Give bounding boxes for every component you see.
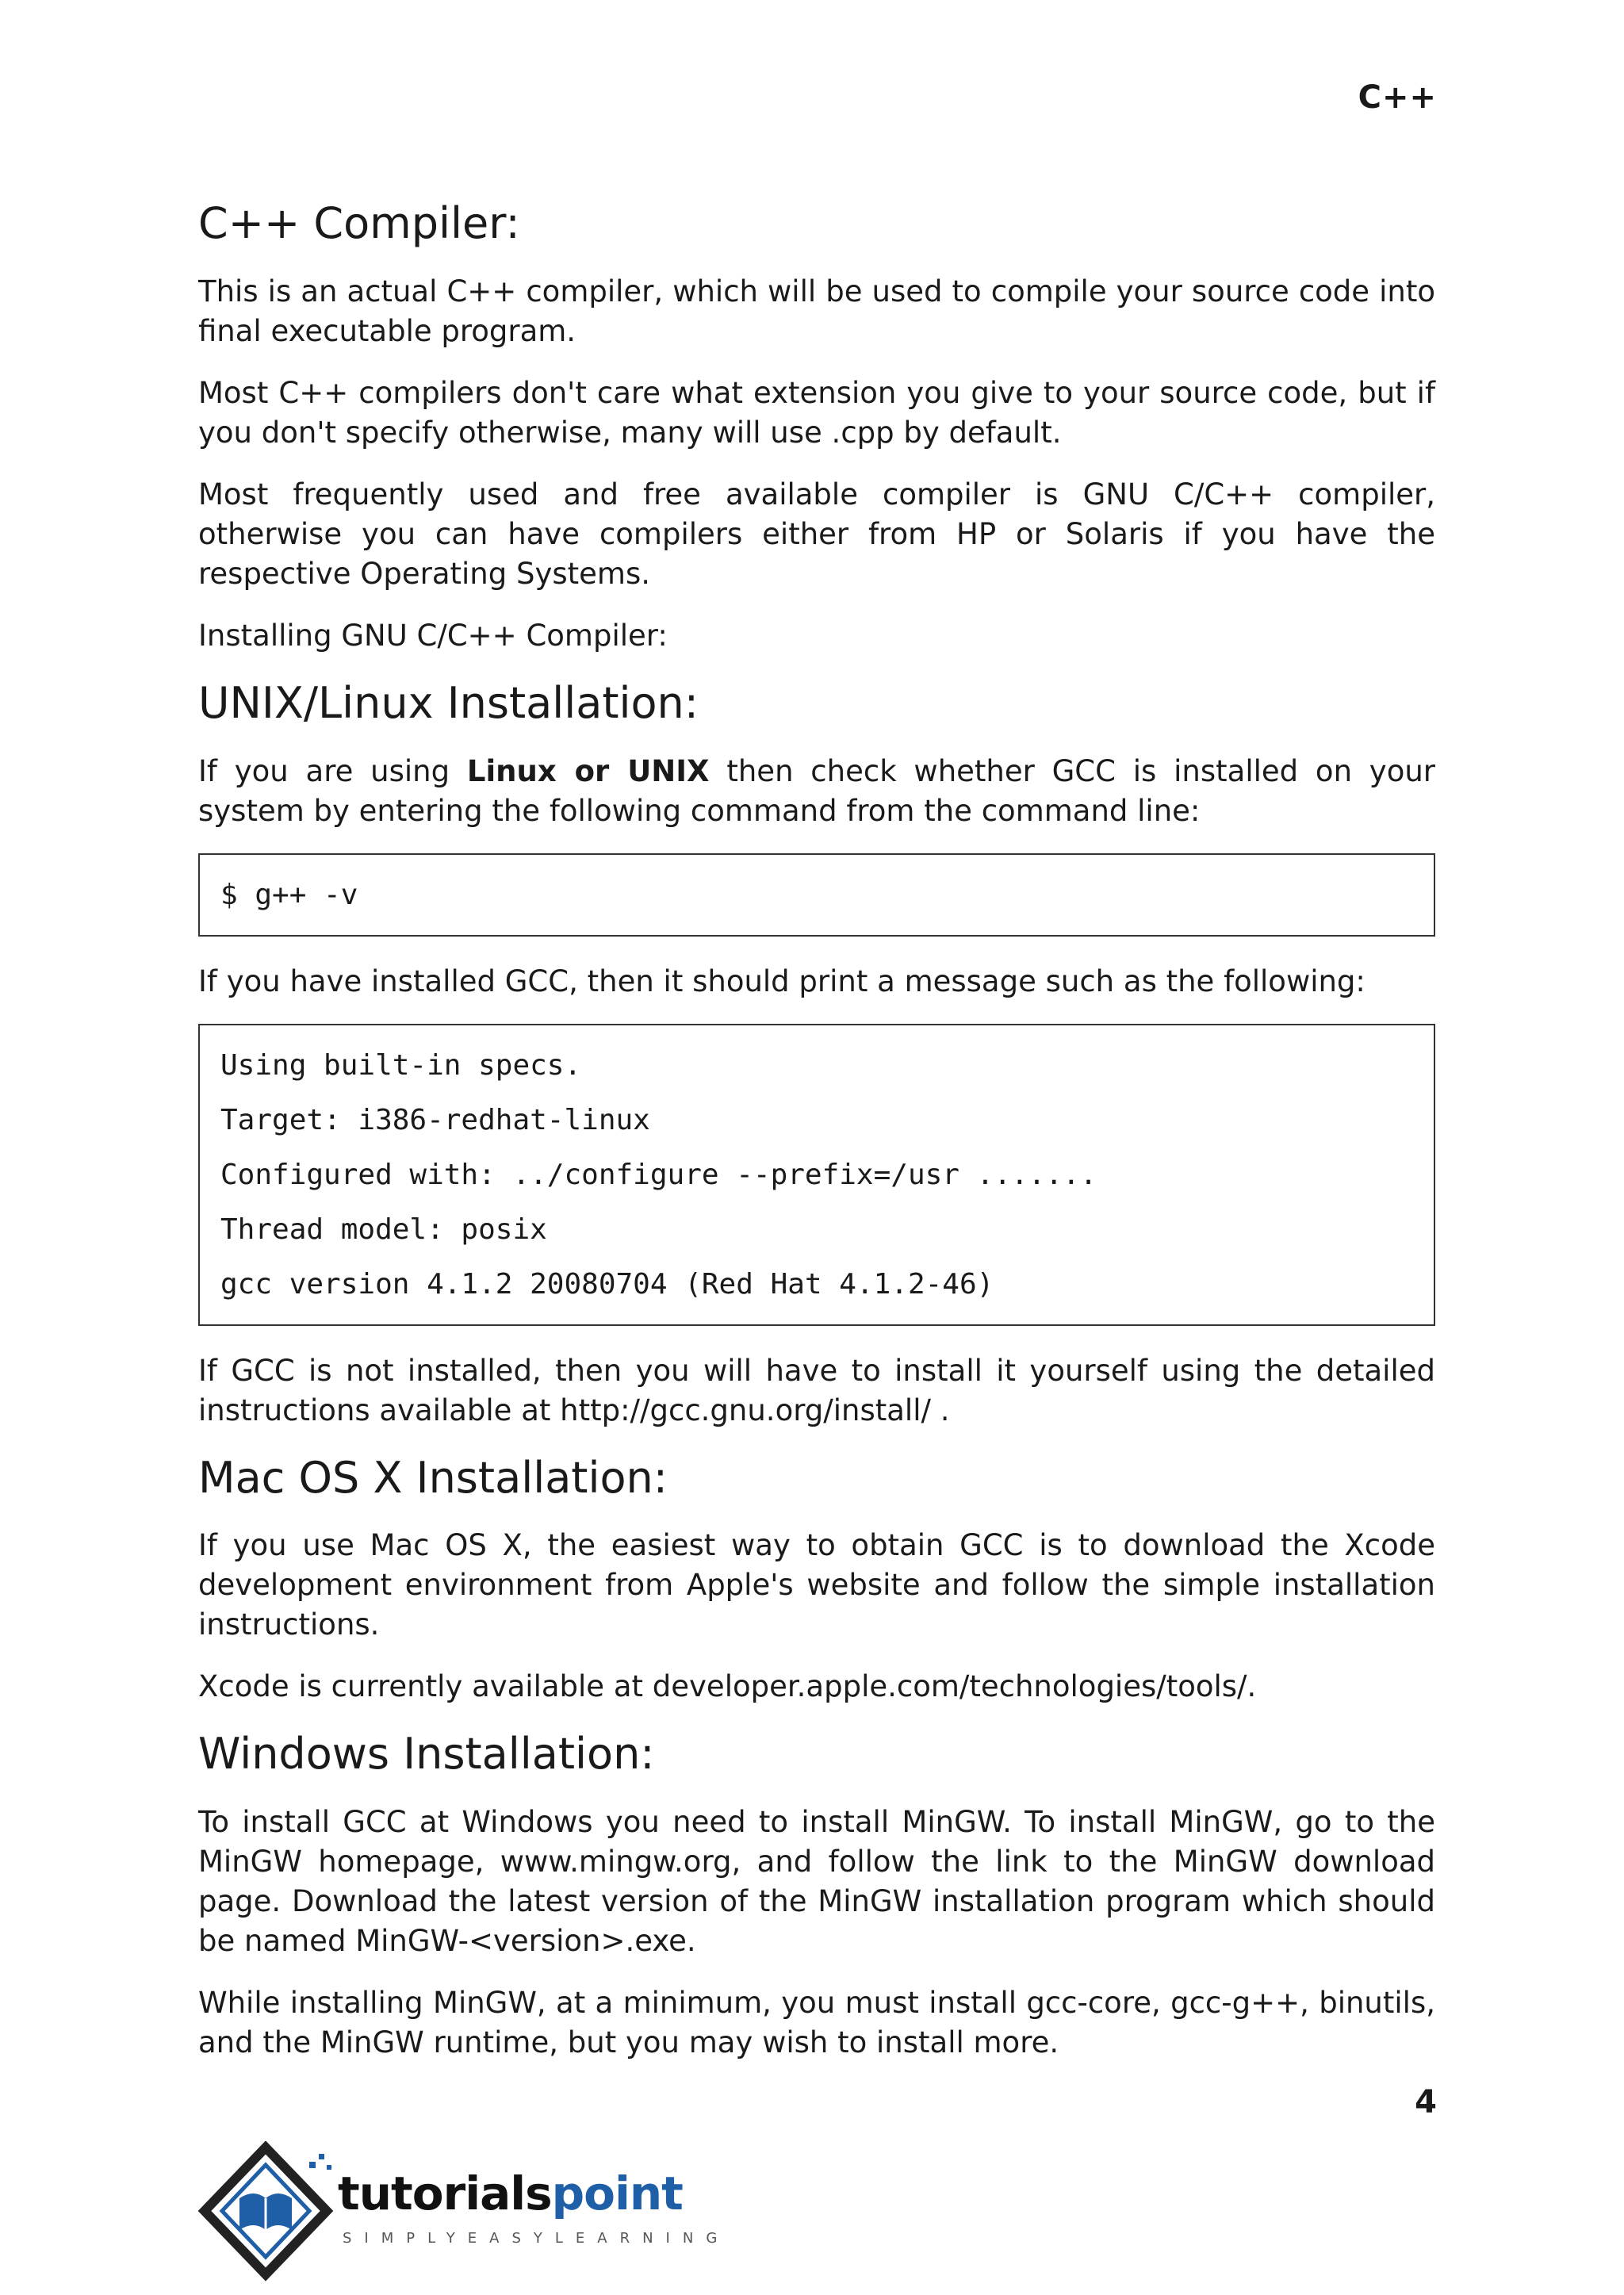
- command-code-box: [198, 853, 1435, 937]
- code-line: $ g++ -v: [220, 878, 358, 911]
- paragraph: While installing MinGW, at a minimum, you must install gcc-core, gcc-g++, binutils, and the MinGW runtime, but you may wish to install more.: [198, 1986, 1435, 2060]
- logo-wordmark: [338, 2167, 683, 2220]
- heading-unix-linux-installation: UNIX/Linux Installation:: [198, 677, 699, 728]
- paragraph: [198, 752, 1435, 831]
- paragraph: Most C++ compilers don't care what extension you give to your source code, but if you don't specify otherwise, many will use .cpp by default.: [198, 375, 1435, 450]
- paragraph: If you use Mac OS X, the easiest way to obtain GCC is to download the Xcode development environment from Apple's website and follow the simple installation instructions.: [198, 1528, 1435, 1642]
- code-line: Configured with: ../configure --prefix=/usr .......: [220, 1158, 1097, 1191]
- paragraph: To install GCC at Windows you need to install MinGW. To install MinGW, go to the MinGW homepage, www.mingw.org, and follow the link to the MinGW download page. Download the latest version of the MinGW installation program which should be named MinGW-<version>.exe.: [198, 1805, 1435, 1959]
- paragraph: Most frequently used and free available compiler is GNU C/C++ compiler, otherwise you can have compilers either from HP or Solaris if you have the respective Operating Systems.: [198, 477, 1435, 591]
- page-number: 4: [1415, 2084, 1437, 2121]
- code-line: gcc version 4.1.2 20080704 (Red Hat 4.1.2-46): [220, 1267, 994, 1301]
- code-line: Target: i386-redhat-linux: [220, 1103, 650, 1136]
- heading-mac-os-x-installation: Mac OS X Installation:: [198, 1452, 668, 1503]
- logo-word-point: point: [551, 2167, 683, 2220]
- page-content: [198, 198, 1435, 2085]
- bold-term: Linux or UNIX: [466, 753, 710, 788]
- paragraph: Installing GNU C/C++ Compiler:: [198, 618, 668, 653]
- logo-tagline: SIMPLYEASYLEARNING: [343, 2230, 730, 2247]
- text-fragment: then check whether GCC is installed on your system by entering the following command from the command line:: [198, 753, 1436, 828]
- output-code-box: [198, 1024, 1435, 1326]
- code-line: Using built-in specs.: [220, 1048, 582, 1082]
- logo-word-tutorials: tutorials: [338, 2167, 552, 2220]
- code-line: Thread model: posix: [220, 1213, 547, 1246]
- book-diamond-logo-icon: [198, 2141, 349, 2284]
- running-header-title: C++: [1358, 79, 1437, 116]
- heading-windows-installation: Windows Installation:: [198, 1729, 655, 1780]
- paragraph: If you have installed GCC, then it should print a message such as the following:: [198, 964, 1365, 998]
- tutorialspoint-logo: [198, 2141, 730, 2284]
- text-fragment: If you are using: [198, 753, 450, 788]
- paragraph: This is an actual C++ compiler, which will be used to compile your source code into final executable program.: [198, 274, 1435, 348]
- paragraph: If GCC is not installed, then you will have to install it yourself using the detailed instructions available at http://gcc.gnu.org/install/ .: [198, 1353, 1435, 1427]
- heading-cpp-compiler: C++ Compiler:: [198, 198, 520, 248]
- paragraph: Xcode is currently available at developer.apple.com/technologies/tools/.: [198, 1669, 1257, 1704]
